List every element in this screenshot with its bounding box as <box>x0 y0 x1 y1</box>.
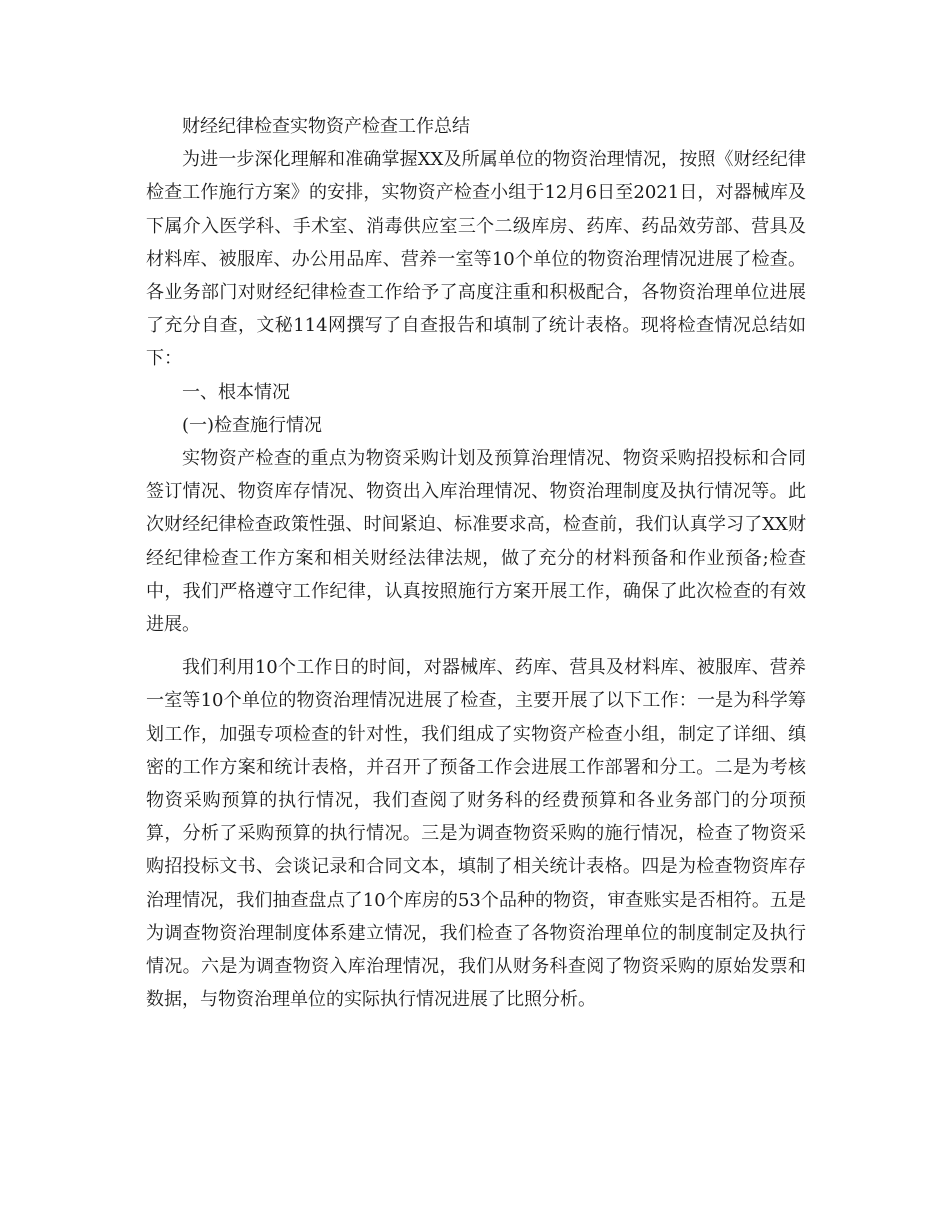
paragraph-inspection-focus: 实物资产检查的重点为物资采购计划及预算治理情况、物资采购招投标和合同签订情况、物资库存情况、物资出入库治理情况、物资治理制度及执行情况等。此次财经纪律检查政策性强、时间紧迫、标准要求高，检查前，我们认真学习了XX财经纪律检查工作方案和相关财经法律法规，做了充分的材料预备和作业预备;检查中，我们严格遵守工作纪律，认真按照施行方案开展工作，确保了此次检查的有效进展。 <box>146 448 806 636</box>
paragraph-work-details: 我们利用10个工作日的时间，对器械库、药库、营具及材料库、被服库、营养一室等10个单位的物资治理情况进展了检查，主要开展了以下工作：一是为科学筹划工作，加强专项检查的针对性，我们组成了实物资产检查小组，制定了详细、缜密的工作方案和统计表格，并召开了预备工作会进展工作部署和分工。二是为考核物资采购预算的执行情况，我们查阅了财务科的经费预算和各业务部门的分项预算，分析了采购预算的执行情况。三是为调查物资采购的施行情况，检查了物资采购招投标文书、会谈记录和合同文本，填制了相关统计表格。四是为检查物资库存治理情况，我们抽查盘点了10个库房的53个品种的物资，审查账实是否相符。五是为调查物资治理制度体系建立情况，我们检查了各物资治理单位的制度制定及执行情况。六是为调查物资入库治理情况，我们从财务科查阅了物资采购的原始发票和数据，与物资治理单位的实际执行情况进展了比照分析。 <box>146 657 806 1011</box>
subsection-heading: (一)检查施行情况 <box>182 414 323 436</box>
paragraph-intro: 为进一步深化理解和准确掌握XX及所属单位的物资治理情况，按照《财经纪律检查工作施行方案》的安排，实物资产检查小组于12月6日至2021日，对器械库及下属介入医学科、手术室、消毒供应室三个二级库房、药库、药品效劳部、营具及材料库、被服库、办公用品库、营养一室等10个单位的物资治理情况进展了检查。各业务部门对财经纪律检查工作给予了高度注重和积极配合，各物资治理单位进展了充分自查，文秘114网撰写了自查报告和填制了统计表格。现将检查情况总结如下： <box>146 149 806 370</box>
document-title: 财经纪律检查实物资产检查工作总结 <box>182 116 470 137</box>
section-heading: 一、根本情况 <box>182 381 290 403</box>
document-page <box>146 110 806 1016</box>
